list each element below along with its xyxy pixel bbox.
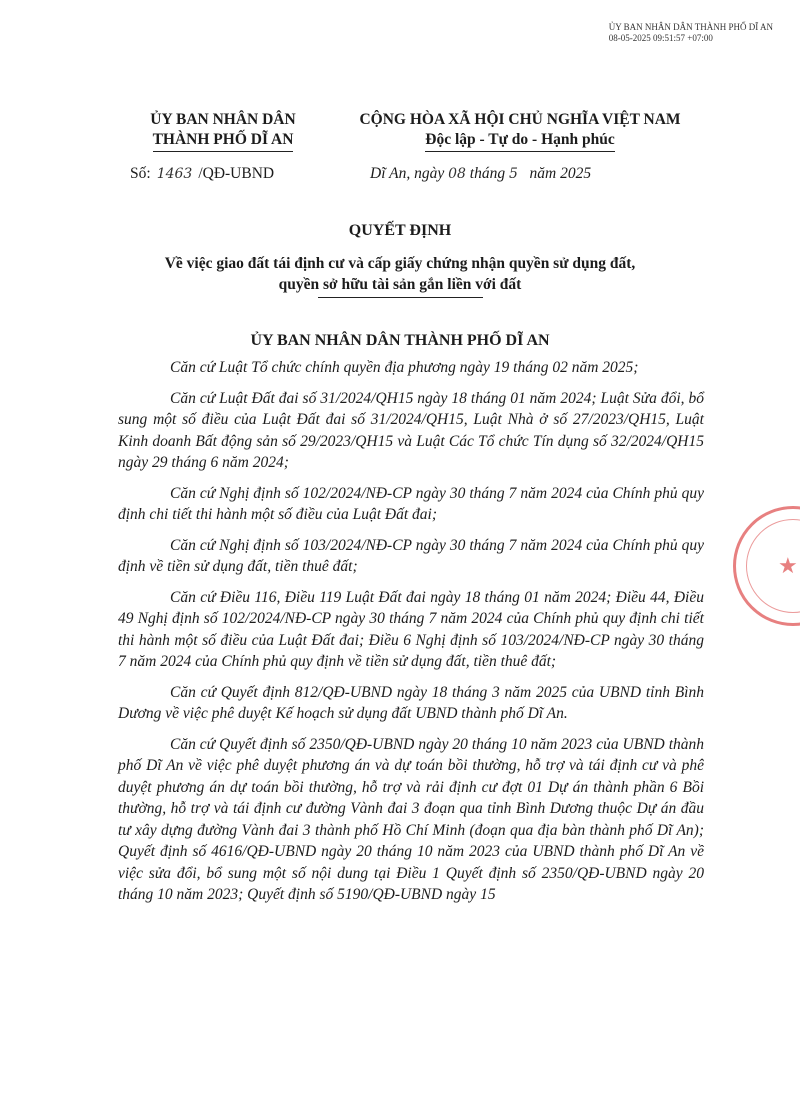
agency-line-1: ỦY BAN NHÂN DÂN [150,111,296,128]
month-handwritten: 5 [508,166,518,182]
subtitle-rule [318,297,483,298]
issuing-agency [118,110,328,152]
day-handwritten: 08 [448,166,466,182]
seal-star-icon: ★ [778,553,798,578]
signature-org: ỦY BAN NHÂN DÂN THÀNH PHỐ DĨ AN [608,22,773,32]
place-date [370,165,591,183]
document-number [130,165,274,183]
subtitle-line-2: quyền sở hữu tài sản gắn liền với đất [278,276,522,293]
nation-line-2: Độc lập - Tự do - Hạnh phúc [425,130,614,152]
legal-basis-body [118,357,704,915]
number-handwritten: 1463 [156,166,193,182]
number-prefix: Số: [130,165,151,182]
paragraph: Căn cứ Quyết định số 2350/QĐ-UBND ngày 20 tháng 10 năm 2023 của UBND thành phố Dĩ An về việc phê duyệt phương án và dự toán bồi thường, hỗ trợ và tái định cư và phê duyệt phương án dự toán bồi thường, hỗ trợ và rải định cư đợt 01 Dự án thành phần 6 Bồi thường, hỗ trợ và tái định cư đường Vành đai 3 đoạn qua tỉnh Bình Dương thuộc Dự án đầu tư xây dựng đường Vành đai 3 thành phố Hồ Chí Minh (đoạn qua địa bàn thành phố Dĩ An); Quyết định số 4616/QĐ-UBND ngày 20 tháng 10 năm 2023 của UBND thành phố Dĩ An về việc sửa đổi, bổ sung một số nội dung tại Điều 1 Quyết định số 2350/QĐ-UBND ngày 20 tháng 10 năm 2023; Quyết định số 5190/QĐ-UBND ngày 15 [118,735,704,903]
number-suffix: /QĐ-UBND [198,165,275,182]
paragraph: Căn cứ Điều 116, Điều 119 Luật Đất đai ngày 18 tháng 01 năm 2024; Điều 44, Điều 49 Nghị định số 102/2024/NĐ-CP ngày 30 tháng 7 năm 2024 của Chính phủ quy định chi tiết thi hành một số điều của Luật Đất đai; Điều 6 Nghị định số 103/2024/NĐ-CP ngày 30 tháng 7 năm 2024 của Chính phủ quy định về tiền sử dụng đất, tiền thuê đất; [118,588,704,670]
paragraph: Căn cứ Quyết định 812/QĐ-UBND ngày 18 tháng 3 năm 2025 của UBND tỉnh Bình Dương về việc phê duyệt Kế hoạch sử dụng đất UBND thành phố Dĩ An. [118,683,704,722]
place-date-part-1: Dĩ An, ngày [370,165,449,182]
agency-line-2: THÀNH PHỐ DĨ AN [153,130,294,152]
paragraph: Căn cứ Luật Đất đai số 31/2024/QH15 ngày 18 tháng 01 năm 2024; Luật Sửa đổi, bổ sung một số điều của Luật Đất đai số 31/2024/QH15, Luật Nhà ở số 27/2023/QH15, Luật Kinh doanh Bất động sản số 29/2023/QH15 và Luật Các Tổ chức Tín dụng số 32/2024/QH15 ngày 29 tháng 6 năm 2024; [118,389,704,471]
place-date-part-2: tháng [465,165,509,182]
paragraph: Căn cứ Nghị định số 103/2024/NĐ-CP ngày 30 tháng 7 năm 2024 của Chính phủ quy định về tiền sử dụng đất, tiền thuê đất; [118,536,704,575]
digital-signature-stamp [609,22,773,44]
signature-timestamp: 08-05-2025 09:51:57 +07:00 [608,33,713,43]
red-seal-stamp [733,506,800,626]
authority-heading: ỦY BAN NHÂN DÂN THÀNH PHỐ DĨ AN [250,332,550,349]
paragraph: Căn cứ Luật Tổ chức chính quyền địa phương ngày 19 tháng 02 năm 2025; [170,359,639,376]
document-subtitle [100,253,700,298]
document-title: QUYẾT ĐỊNH [348,222,452,239]
place-date-part-3: năm 2025 [517,165,592,182]
nation-line-1: CỘNG HÒA XÃ HỘI CHỦ NGHĨA VIỆT NAM [359,111,681,128]
national-motto [330,110,710,152]
paragraph: Căn cứ Nghị định số 102/2024/NĐ-CP ngày 30 tháng 7 năm 2024 của Chính phủ quy định chi tiết thi hành một số điều của Luật Đất đai; [118,484,704,523]
subtitle-line-1: Về việc giao đất tái định cư và cấp giấy chứng nhận quyền sử dụng đất, [164,255,636,272]
